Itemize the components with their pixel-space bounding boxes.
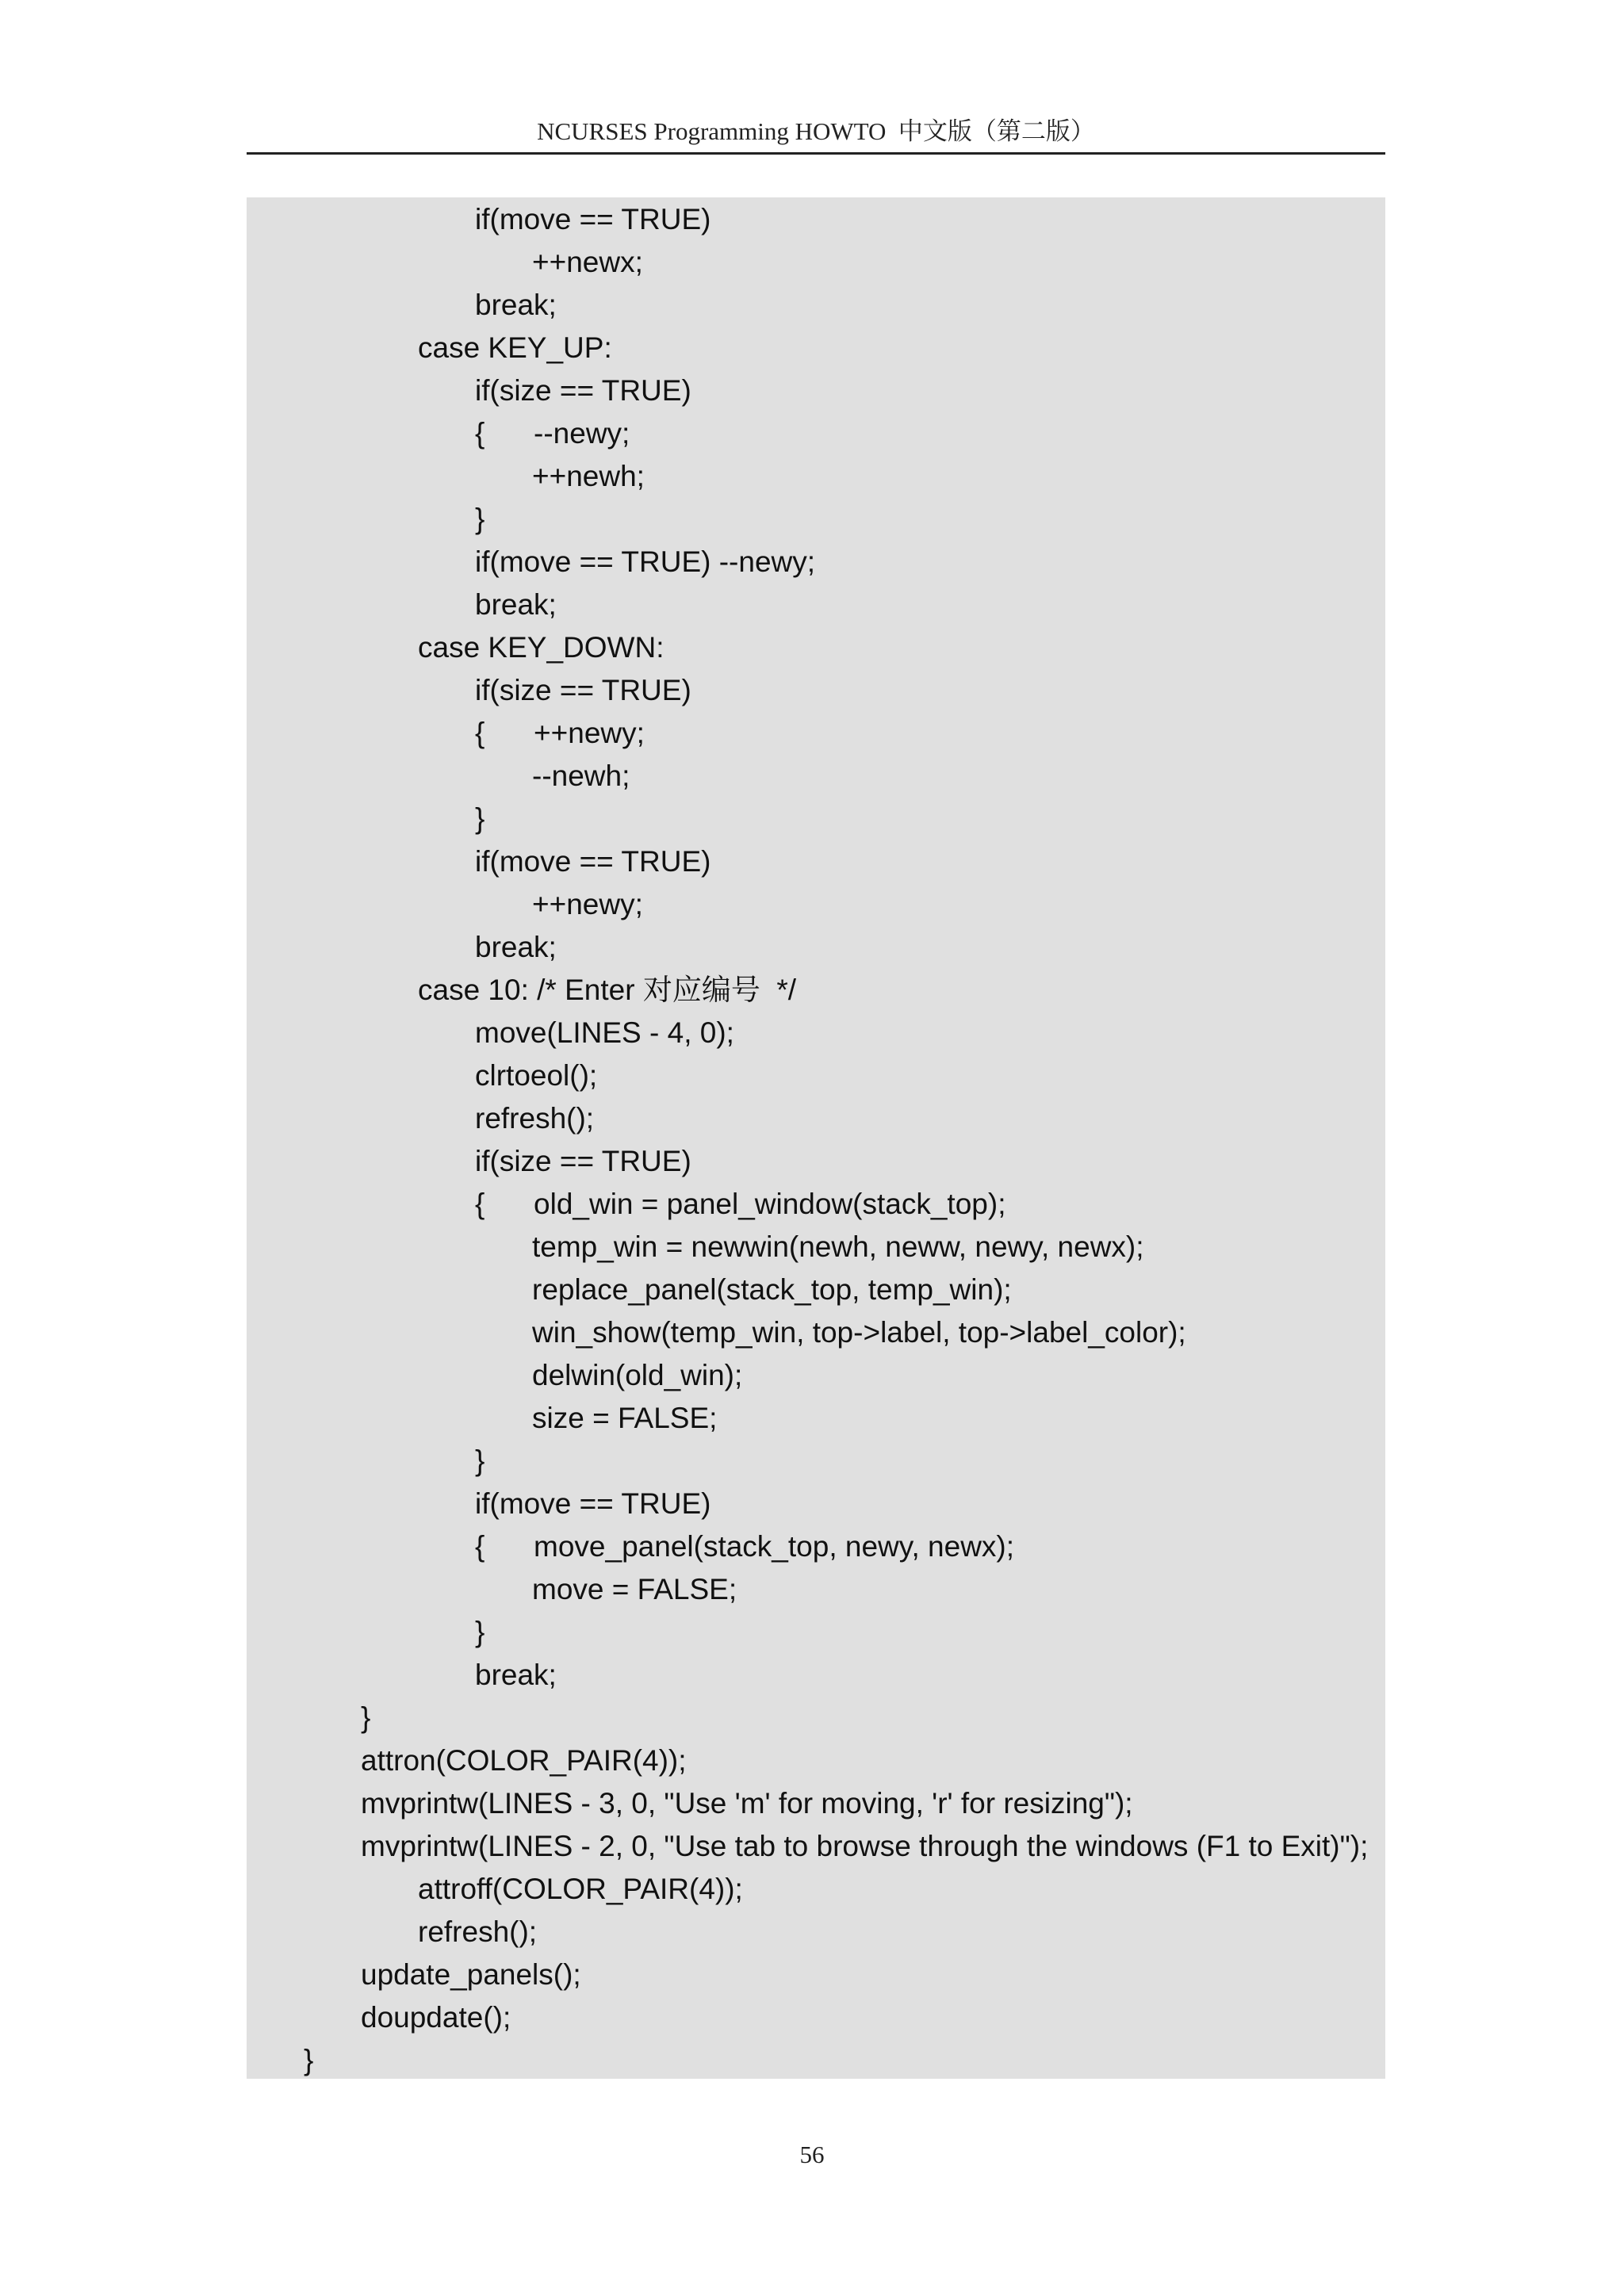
code-line: --newh; (532, 760, 630, 792)
code-line: ++newx; (532, 246, 643, 278)
code-line: break; (475, 588, 557, 621)
code-line: attron(COLOR_PAIR(4)); (361, 1744, 687, 1777)
code-line: case KEY_DOWN: (418, 631, 665, 664)
code-line: ++newy; (532, 888, 643, 920)
code-line: } (361, 1701, 371, 1734)
code-line: doupdate(); (361, 2001, 511, 2034)
code-line: refresh(); (418, 1915, 538, 1948)
code-line: delwin(old_win); (532, 1359, 743, 1391)
code-line: if(move == TRUE) --newy; (475, 545, 816, 578)
code-line: } (475, 1445, 485, 1477)
code-line: { --newy; (475, 417, 630, 450)
code-line: { ++newy; (475, 717, 645, 749)
code-line: update_panels(); (361, 1958, 581, 1991)
code-line: break; (475, 289, 557, 321)
code-line: case 10: /* Enter 对应编号 */ (418, 974, 797, 1006)
code-line: if(size == TRUE) (475, 374, 691, 407)
code-line: case KEY_UP: (418, 331, 612, 364)
code-line: ++newh; (532, 460, 645, 492)
code-line: refresh(); (475, 1102, 595, 1135)
code-line: { old_win = panel_window(stack_top); (475, 1188, 1006, 1220)
code-line: if(move == TRUE) (475, 1487, 711, 1520)
code-line: } (304, 2044, 314, 2076)
code-line: mvprintw(LINES - 2, 0, "Use tab to browse through the windows (F1 to Exit)"); (361, 1830, 1369, 1862)
code-line: } (475, 1616, 485, 1648)
code-line: win_show(temp_win, top->label, top->label_color); (532, 1316, 1186, 1349)
page-header: NCURSES Programming HOWTO 中文版（第二版） (247, 111, 1385, 155)
code-line: replace_panel(stack_top, temp_win); (532, 1273, 1012, 1306)
code-line: move = FALSE; (532, 1573, 737, 1605)
code-line: temp_win = newwin(newh, neww, newy, newx); (532, 1230, 1144, 1263)
code-line: { move_panel(stack_top, newy, newx); (475, 1530, 1015, 1563)
code-line: move(LINES - 4, 0); (475, 1016, 734, 1049)
code-line: } (475, 802, 485, 835)
code-line: if(move == TRUE) (475, 203, 711, 235)
code-line: if(size == TRUE) (475, 1145, 691, 1177)
code-line: if(move == TRUE) (475, 845, 711, 878)
code-line: attroff(COLOR_PAIR(4)); (418, 1873, 743, 1905)
code-block (247, 197, 1385, 2079)
code-line: break; (475, 931, 557, 963)
code-line: } (475, 503, 485, 535)
code-line: mvprintw(LINES - 3, 0, "Use 'm' for moving, 'r' for resizing"); (361, 1787, 1133, 1820)
page-number: 56 (799, 2141, 825, 2168)
code-line: clrtoeol(); (475, 1059, 598, 1092)
code-line: if(size == TRUE) (475, 674, 691, 706)
code-line: break; (475, 1659, 557, 1691)
code-line: size = FALSE; (532, 1402, 718, 1434)
